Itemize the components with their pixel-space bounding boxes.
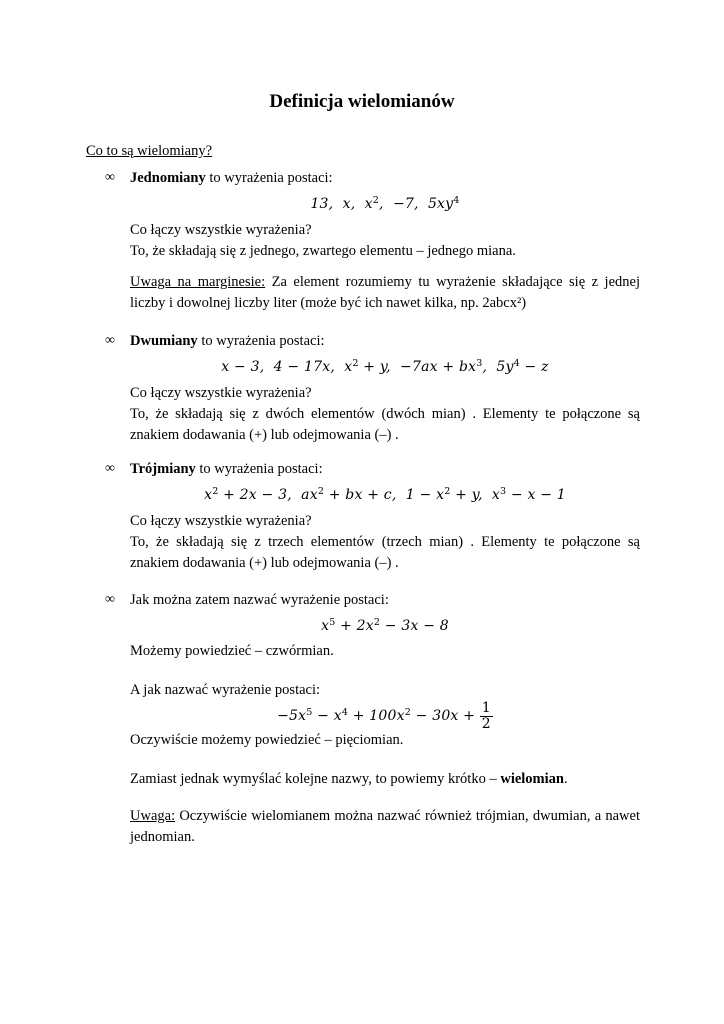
trojmiany-intro <box>130 459 640 480</box>
dwumiany-answer: To, że składają się z dwóch elementów (dwóch mian) . Elementy te połączone są znakiem dodawania (+) lub odejmowania (–) . <box>130 406 640 444</box>
term-jednomiany: Jednomiany <box>130 170 206 186</box>
dwumiany-intro <box>130 331 640 352</box>
bullet-infinity-icon: ∞ <box>105 170 115 185</box>
wielomian-content <box>130 590 640 848</box>
jednomiany-answer: To, że składają się z jednego, zwartego elementu – jednego miana. <box>130 243 516 260</box>
math-jednomiany: 13, x, $x^2$, −7, $5xy^4$ <box>310 195 460 213</box>
dwumiany-question: Co łączy wszystkie wyrażenia? <box>130 385 312 402</box>
jednomiany-intro-text: to wyrażenia postaci: <box>205 170 333 186</box>
final-note-label: Uwaga: <box>130 807 176 824</box>
math-czwormian: $x^5 + 2x^2 - 3x - 8$ <box>321 617 449 635</box>
dwumiany-intro-text: to wyrażenia postaci: <box>197 333 325 349</box>
math-dwumiany: x − 3, 4 − 17x, $x^2 + y$, $-7ax + bx^3$, $5y^4 - z$ <box>221 358 549 376</box>
wielomian-conclusion <box>130 769 640 790</box>
jednomiany-content <box>130 168 640 314</box>
bullet-infinity-icon: ∞ <box>105 333 115 348</box>
section-question: Co to są wielomiany? <box>86 143 213 159</box>
trojmiany-question: Co łączy wszystkie wyrażenia? <box>130 513 312 530</box>
bullet-infinity-icon: ∞ <box>105 592 115 607</box>
trojmiany-content <box>130 459 640 574</box>
fraction-denominator: 2 <box>481 716 491 733</box>
wielomian-question-1: Jak można zatem nazwać wyrażenie postaci: <box>130 592 389 608</box>
conclusion-text: Zamiast jednak wymyślać kolejne nazwy, to powiemy krótko – <box>130 770 501 787</box>
note-label: Uwaga na marginesie: <box>130 274 266 291</box>
wielomian-note <box>130 806 640 848</box>
jednomiany-question: Co łączy wszystkie wyrażenia? <box>130 222 312 239</box>
page-title: Definicja wielomianów <box>269 91 455 112</box>
wielomian-answer-1: Możemy powiedzieć – czwórmian. <box>130 643 334 660</box>
trojmiany-intro-text: to wyrażenia postaci: <box>195 461 323 477</box>
fraction-half <box>480 701 493 731</box>
fraction-numerator: 1 <box>481 700 491 717</box>
trojmiany-answer: To, że składają się z trzech elementów (trzech mian) . Elementy te połączone są znakiem dodawania (+) lub odejmowania (–) . <box>130 534 640 572</box>
bullet-infinity-icon: ∞ <box>105 461 115 476</box>
final-note-text: Oczywiście wielomianem można nazwać również trójmian, dwumian, a nawet jednomian. <box>130 807 640 845</box>
math-pieciomian: $-5x^5 - x^4 + 100x^2 - 30x$ + $\frac{1}{2}$ <box>277 700 491 733</box>
term-dwumiany: Dwumiany <box>130 333 198 349</box>
conclusion-end: . <box>563 770 568 787</box>
term-wielomian: wielomian <box>500 770 564 787</box>
jednomiany-intro <box>130 168 640 189</box>
math-trojmiany: $x^2 + 2x - 3$, $ax^2$ + bx + c, $1 - x^2 + y$, $x^3 - x - 1$ <box>204 486 566 504</box>
dwumiany-content <box>130 331 640 446</box>
wielomian-question-2: A jak nazwać wyrażenie postaci: <box>130 682 321 699</box>
note-text: Za element rozumiemy tu wyrażenie składające się z jednej liczby i dowolnej liczby liter (może być ich nawet kilka, np. 2abcx²) <box>130 274 640 312</box>
term-trojmiany: Trójmiany <box>130 461 196 477</box>
jednomiany-note <box>130 272 640 314</box>
wielomian-answer-2: Oczywiście możemy powiedzieć – pięciomian. <box>130 731 404 748</box>
